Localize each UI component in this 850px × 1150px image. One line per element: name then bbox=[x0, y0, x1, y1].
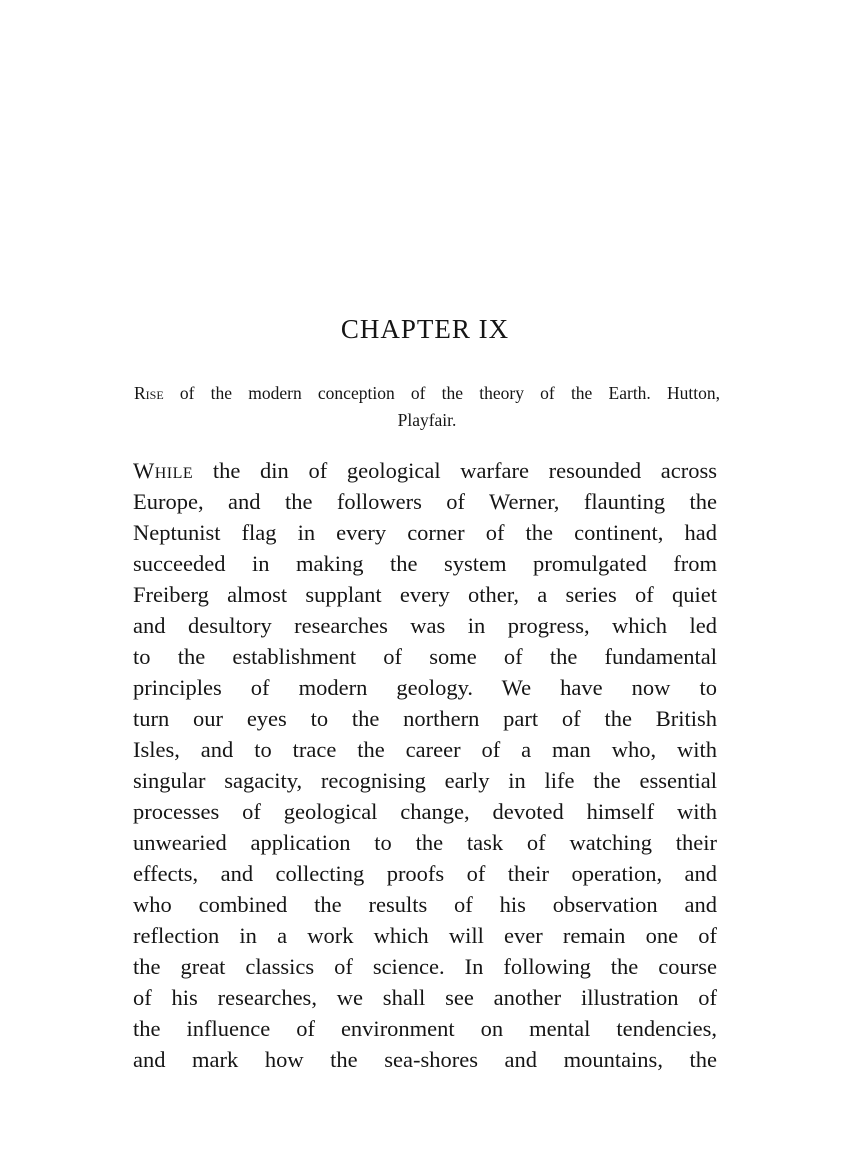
body-line-2: Europe, and the followers of Werner, flaunting the bbox=[133, 489, 717, 514]
summary-line-1 bbox=[134, 380, 720, 407]
body-line-17: the great classics of science. In following the course bbox=[133, 954, 717, 979]
chapter-summary bbox=[134, 380, 720, 434]
body-line-20: and mark how the sea-shores and mountains, the bbox=[133, 1047, 717, 1072]
body-line-18: of his researches, we shall see another illustration of bbox=[133, 985, 717, 1010]
body-line-12: processes of geological change, devoted himself with bbox=[133, 799, 717, 824]
body-line-16: reflection in a work which will ever remain one of bbox=[133, 923, 717, 948]
chapter-title: CHAPTER IX bbox=[340, 314, 510, 344]
body-line-1-text: the din of geological warfare resounded across bbox=[193, 458, 717, 483]
body-line-4: succeeded in making the system promulgated from bbox=[133, 551, 717, 576]
body-line-5: Freiberg almost supplant every other, a series of quiet bbox=[133, 582, 717, 607]
body-line-11: singular sagacity, recognising early in life the essential bbox=[133, 768, 717, 793]
body-line-10: Isles, and to trace the career of a man who, with bbox=[133, 737, 717, 762]
summary-line-1-text: of the modern conception of the theory of the Earth. Hutton, bbox=[163, 383, 720, 403]
summary-lead-word: Rise bbox=[134, 383, 164, 403]
body-line-8: principles of modern geology. We have now to bbox=[133, 675, 717, 700]
body-line-6: and desultory researches was in progress, which led bbox=[133, 613, 717, 638]
summary-line-2: Playfair. bbox=[397, 410, 457, 430]
body-paragraph bbox=[133, 455, 717, 1075]
body-line-15: who combined the results of his observation and bbox=[133, 892, 717, 917]
body-line-7: to the establishment of some of the fundamental bbox=[133, 644, 717, 669]
body-line-19: the influence of environment on mental tendencies, bbox=[133, 1016, 717, 1041]
body-line-14: effects, and collecting proofs of their operation, and bbox=[133, 861, 717, 886]
body-line-3: Neptunist flag in every corner of the continent, had bbox=[133, 520, 717, 545]
body-line-1 bbox=[133, 455, 717, 486]
body-line-13: unwearied application to the task of watching their bbox=[133, 830, 717, 855]
body-line-9: turn our eyes to the northern part of the British bbox=[133, 706, 717, 731]
body-lead-word: While bbox=[133, 458, 194, 483]
